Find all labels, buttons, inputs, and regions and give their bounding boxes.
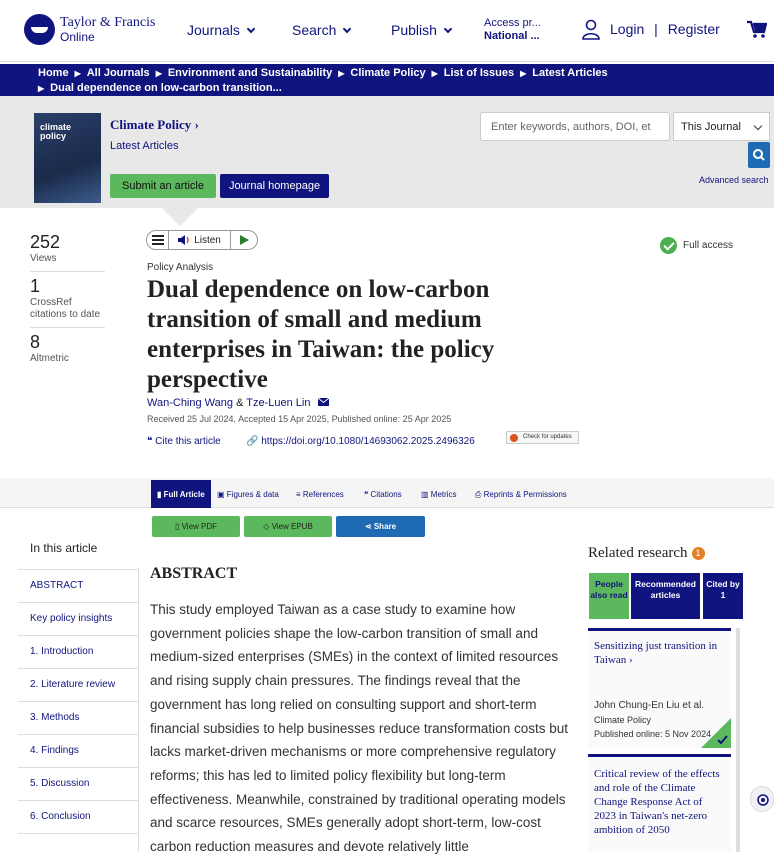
toc-item-findings[interactable]: 4. Findings	[18, 735, 138, 768]
list-icon: ≡	[296, 490, 303, 499]
crossref-label: CrossRef citations to date	[30, 297, 105, 328]
author-link[interactable]: Tze-Luen Lin	[246, 397, 311, 409]
related-card[interactable]	[588, 628, 731, 748]
document-icon: ▮	[157, 490, 164, 499]
tab-recommended[interactable]: Recommended articles	[631, 573, 700, 619]
site-header	[0, 0, 774, 62]
author-separator: &	[236, 397, 244, 409]
listen-toolbar	[146, 230, 258, 250]
nav-publish[interactable]: Publish	[391, 22, 451, 38]
related-card-journal: Climate Policy	[594, 715, 652, 725]
author-link[interactable]: Wan-Ching Wang	[147, 397, 233, 409]
quote-icon: ❝	[364, 490, 371, 499]
arrow-right-icon: ▶	[520, 69, 527, 78]
tab-references[interactable]: ≡ References	[296, 490, 344, 499]
arrow-right-icon: ▶	[155, 69, 162, 78]
toc-item-conclusion[interactable]: 6. Conclusion	[18, 801, 138, 834]
epub-icon: ◇	[263, 522, 272, 531]
altmetric-label: Altmetric	[30, 353, 69, 364]
lamp-logo-icon	[24, 14, 55, 45]
related-card-author: John Chung-En Liu et al.	[594, 700, 705, 711]
view-epub-button[interactable]: ◇ View EPUB	[244, 516, 332, 537]
login-link[interactable]: Login	[610, 21, 645, 37]
full-access-badge: Full access	[660, 237, 733, 254]
tab-cited-by[interactable]: Cited by 1	[703, 573, 743, 619]
login-separator: |	[654, 21, 658, 37]
article-type: Policy Analysis	[147, 262, 214, 273]
search-scope-select[interactable]: This Journal	[673, 112, 770, 141]
link-icon: 🔗	[246, 436, 262, 447]
arrow-right-icon: ▶	[38, 84, 45, 93]
tab-citations[interactable]: ❝ Citations	[364, 490, 402, 499]
nav-search[interactable]: Search	[292, 22, 350, 38]
envelope-icon[interactable]	[318, 398, 329, 406]
chevron-down-icon	[444, 25, 452, 33]
tab-people-also-read[interactable]: People also read	[589, 573, 629, 619]
user-icon[interactable]	[582, 19, 600, 40]
crumb-current: Dual dependence on low-carbon transition...	[50, 82, 282, 94]
article-title: Dual dependence on low-carbon transition of small and medium enterprises in Taiwan: the policy perspective	[147, 276, 495, 393]
toc-item-introduction[interactable]: 1. Introduction	[18, 636, 138, 669]
journal-cover[interactable]: climate policy	[34, 113, 101, 203]
crossref-count[interactable]: 1	[30, 276, 41, 296]
help-widget[interactable]	[750, 786, 774, 812]
related-card-title[interactable]: Sensitizing just transition in Taiwan	[594, 640, 718, 666]
toc-item-literature[interactable]: 2. Literature review	[18, 669, 138, 702]
author-list	[147, 397, 329, 409]
tab-full-article[interactable]: ▮ Full Article	[151, 480, 211, 508]
chevron-right-icon: ›	[194, 117, 199, 132]
tab-reprints[interactable]: ⎙ Reprints & Permissions	[475, 490, 567, 499]
share-icon: ⋖	[364, 522, 374, 531]
gear-icon	[751, 787, 774, 813]
abstract-heading: ABSTRACT	[150, 565, 238, 582]
related-research-heading: Related research 1	[588, 545, 705, 562]
speaker-icon	[178, 235, 190, 245]
check-circle-icon	[660, 237, 677, 254]
crumb-env-sustainability[interactable]: Environment and Sustainability	[167, 67, 333, 79]
views-label: Views	[30, 253, 105, 272]
share-button[interactable]: ⋖ Share	[336, 516, 425, 537]
access-provider[interactable]: Access pr... National ...	[484, 17, 541, 42]
check-for-updates-button[interactable]: Check for updates	[506, 431, 579, 444]
cover-pointer	[162, 208, 198, 226]
breadcrumb	[0, 64, 774, 96]
chevron-down-icon	[247, 25, 255, 33]
crumb-latest-articles[interactable]: Latest Articles	[532, 67, 608, 79]
cart-icon[interactable]	[747, 20, 767, 38]
pdf-icon: ▯	[174, 522, 182, 531]
related-card[interactable]	[588, 754, 731, 852]
tab-metrics[interactable]: ▥ Metrics	[421, 490, 457, 499]
related-card-date: Published online: 5 Nov 2024	[594, 729, 712, 739]
journal-title[interactable]: Climate Policy ›	[110, 117, 199, 132]
quote-icon: ❝	[147, 436, 156, 447]
related-scrollbar[interactable]	[736, 628, 740, 852]
bar-chart-icon: ▥	[421, 490, 431, 499]
submit-article-button[interactable]: Submit an article	[110, 174, 216, 198]
logo-line2: Online	[60, 29, 95, 44]
crumb-list-of-issues[interactable]: List of Issues	[443, 67, 515, 79]
print-icon: ⎙	[475, 490, 484, 499]
arrow-right-icon: ▶	[338, 69, 345, 78]
crumb-home[interactable]: Home	[38, 67, 69, 79]
arrow-right-icon: ▶	[431, 69, 438, 78]
table-of-contents	[18, 534, 138, 834]
tab-figures[interactable]: ▣ Figures & data	[217, 490, 279, 499]
toc-heading: In this article	[18, 534, 138, 570]
info-badge[interactable]: 1	[692, 547, 705, 560]
article-metrics	[30, 232, 105, 375]
journal-homepage-button[interactable]: Journal homepage	[220, 174, 329, 198]
taylor-francis-logo[interactable]	[24, 14, 155, 45]
journal-header	[0, 96, 774, 208]
listen-button[interactable]: Listen	[169, 231, 231, 249]
crumb-all-journals[interactable]: All Journals	[86, 67, 150, 79]
crumb-climate-policy[interactable]: Climate Policy	[350, 67, 426, 79]
cite-article-link[interactable]: ❝ Cite this article	[147, 436, 221, 447]
view-pdf-button[interactable]: ▯ View PDF	[152, 516, 240, 537]
register-link[interactable]: Register	[667, 21, 720, 37]
altmetric-count[interactable]: 8	[30, 332, 41, 352]
article-dates: Received 25 Jul 2024, Accepted 15 Apr 2025, Published online: 25 Apr 2025	[147, 414, 452, 424]
related-card-title[interactable]: Critical review of the effects and role of the Climate Change Response Act of 2023 in Taiwan's net-zero ambition of 2050	[594, 768, 720, 836]
doi-link[interactable]: 🔗 https://doi.org/10.1080/14693062.2025.2496326	[246, 436, 475, 447]
menu-icon[interactable]	[147, 231, 169, 249]
toc-item-key-insights[interactable]: Key policy insights	[18, 603, 138, 636]
toc-item-methods[interactable]: 3. Methods	[18, 702, 138, 735]
advanced-search-link[interactable]: Advanced search	[699, 175, 769, 185]
chevron-down-icon	[343, 25, 351, 33]
latest-articles-label: Latest Articles	[110, 140, 179, 152]
toc-item-discussion[interactable]: 5. Discussion	[18, 768, 138, 801]
logo-line1: Taylor & Francis	[60, 14, 156, 30]
toc-item-abstract[interactable]: ABSTRACT	[18, 570, 138, 603]
views-count[interactable]: 252	[30, 232, 61, 252]
image-icon: ▣	[217, 490, 227, 499]
search-input[interactable]: Enter keywords, authors, DOI, et	[480, 112, 670, 141]
arrow-right-icon: ▶	[74, 69, 81, 78]
read-check-icon	[701, 718, 731, 748]
abstract-text: This study employed Taiwan as a case study to examine how government policies shape the low-carbon transition of small and medium-sized enterprises (SMEs) in the context of limited resources and rising supply chain pressures. The findings reveal that the government has long relied on consulting support and short-term financial subsidies to help businesses reduce transformation costs but lacks market-driven mechanisms or more comprehensive regulatory reforms; this has led to limited policy flexibility but long-term effectiveness. Meanwhile, constrained by traditional operating models and scarce resources, SMEs generally adopt short-term, low-cost carbon reduction measures and devote relatively little	[150, 602, 568, 855]
chevron-down-icon	[754, 122, 762, 130]
nav-journals[interactable]: Journals	[187, 22, 254, 38]
play-icon[interactable]	[231, 235, 257, 245]
search-button[interactable]	[748, 142, 770, 168]
chevron-right-icon: ›	[628, 654, 633, 666]
search-icon	[748, 142, 770, 168]
divider	[138, 568, 139, 852]
